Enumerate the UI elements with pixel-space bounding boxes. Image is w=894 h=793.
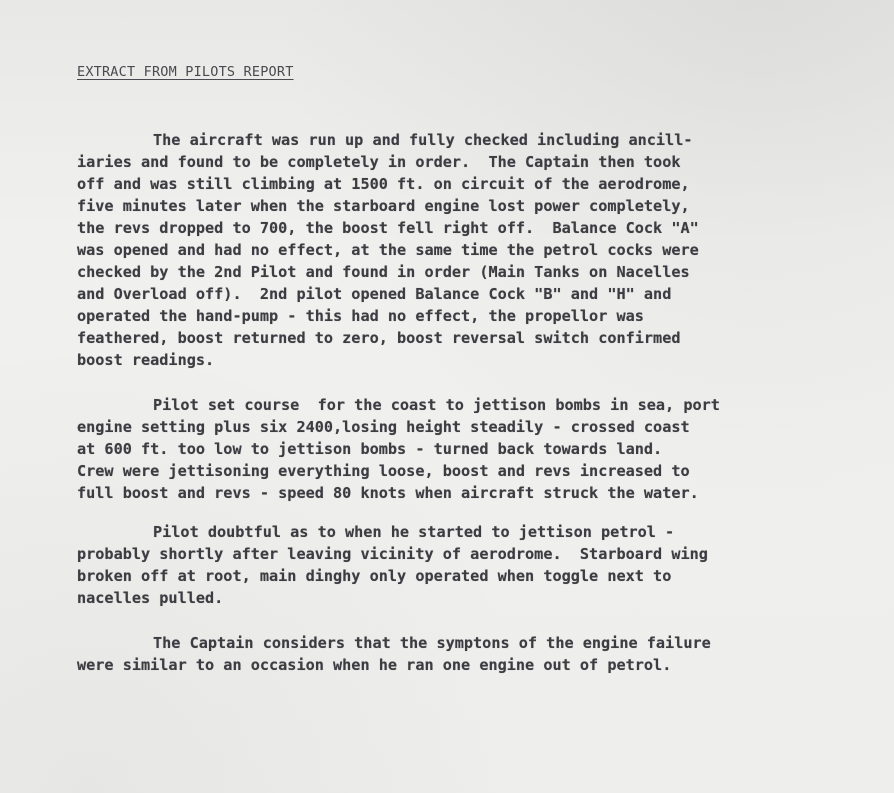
text-line: was opened and had no effect, at the same time the petrol cocks were (77, 241, 699, 259)
text-line: iaries and found to be completely in order. The Captain then took (77, 153, 681, 171)
text-line: feathered, boost returned to zero, boost reversal switch confirmed (77, 329, 681, 347)
text-line: The Captain considers that the symptons of the engine failure (153, 634, 711, 652)
report-heading: EXTRACT FROM PILOTS REPORT (77, 64, 294, 80)
text-line: nacelles pulled. (77, 589, 224, 607)
text-line: full boost and revs - speed 80 knots when aircraft struck the water. (77, 484, 699, 502)
paragraph-captain-conclusion (77, 632, 857, 676)
text-line: five minutes later when the starboard engine lost power completely, (77, 197, 690, 215)
text-line: were similar to an occasion when he ran one engine out of petrol. (77, 656, 672, 674)
paragraph-ditching-course (77, 394, 857, 504)
text-line: off and was still climbing at 1500 ft. on circuit of the aerodrome, (77, 175, 690, 193)
text-line: boost readings. (77, 351, 215, 369)
text-line: checked by the 2nd Pilot and found in order (Main Tanks on Nacelles (77, 263, 690, 281)
text-line: the revs dropped to 700, the boost fell right off. Balance Cock "A" (77, 219, 699, 237)
paragraph-takeoff-and-engine-failure (77, 129, 857, 371)
text-line: Crew were jettisoning everything loose, boost and revs increased to (77, 462, 690, 480)
text-line: probably shortly after leaving vicinity of aerodrome. Starboard wing (77, 545, 708, 563)
text-line: The aircraft was run up and fully checked including ancill- (153, 131, 693, 149)
text-line: Pilot doubtful as to when he started to jettison petrol - (153, 523, 675, 541)
text-line: and Overload off). 2nd pilot opened Balance Cock "B" and "H" and (77, 285, 672, 303)
text-line: operated the hand-pump - this had no effect, the propellor was (77, 307, 644, 325)
text-line: Pilot set course for the coast to jettison bombs in sea, port (153, 396, 720, 414)
text-line: broken off at root, main dinghy only operated when toggle next to (77, 567, 672, 585)
paragraph-petrol-jettison (77, 521, 857, 609)
text-line: engine setting plus six 2400,losing height steadily - crossed coast (77, 418, 690, 436)
text-line: at 600 ft. too low to jettison bombs - turned back towards land. (77, 440, 663, 458)
